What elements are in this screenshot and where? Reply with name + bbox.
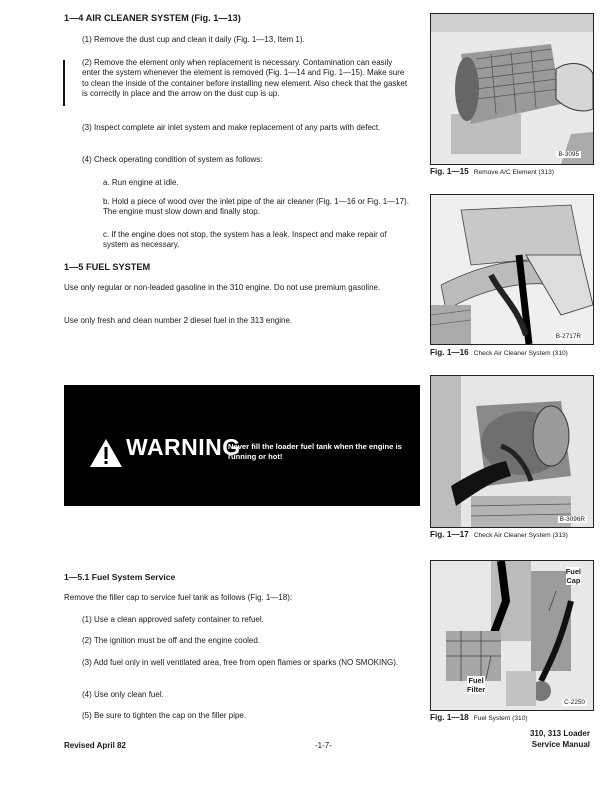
fuel-step-1: (1) Use a clean approved safety container to refuel. [82,615,264,624]
section-1-5-heading: 1—5 FUEL SYSTEM [64,262,151,272]
figure-1-18-code: C-2250 [564,699,585,706]
figure-1-15-photo [430,13,594,165]
figure-1-15-number: Fig. 1—15 [430,167,469,176]
manual-model: 310, 313 Loader [529,729,590,738]
fuel-cap-label: Fuel Cap [565,567,581,585]
step-4a: a. Run engine at idle. [103,178,179,187]
step-2-text: (2) Remove the element only when replacement is necessary. Contamination can easily enter the system whenever the element is removed (Fig. 1—14 and Fig. 1—15). Make sure to clean the inside of the container before installing new element. Also check that the gasket is correctly in place and the arrow on the dust cup is up. [82,58,408,99]
figure-1-16-code: B-2717R [555,333,581,340]
figure-1-17-caption [430,530,568,539]
manual-title [500,728,590,750]
warning-triangle-icon [86,433,126,473]
figure-1-16-title: Check Air Cleaner System (310) [473,350,568,357]
figure-1-15-caption [430,167,554,176]
manual-name: Service Manual [531,740,590,749]
section-1-4-heading: 1—4 AIR CLEANER SYSTEM (Fig. 1—13) [64,13,241,23]
fuel-step-3: (3) Add fuel only in well ventilated area, free from open flames or sparks (NO SMOKING). [82,658,399,667]
figure-1-18-photo [430,560,594,711]
step-4: (4) Check operating condition of system as follows: [82,155,263,164]
figure-1-18-caption [430,713,528,722]
warning-box [64,385,420,506]
step-2 [82,58,410,100]
warning-label: WARNING [126,434,241,460]
revision-date: Revised April 82 [64,741,126,750]
step-3: (3) Inspect complete air inlet system and make replacement of any parts with defect. [82,123,381,132]
revision-change-bar [63,60,65,106]
fuel-para-2: Use only fresh and clean number 2 diesel fuel in the 313 engine. [64,316,293,325]
figure-1-15-code: B-3095 [558,151,579,158]
figure-1-18-title: Fuel System (310) [473,715,528,722]
figure-1-16-number: Fig. 1—16 [430,348,469,357]
figure-1-17-title: Check Air Cleaner System (313) [473,532,568,539]
fuel-service-intro: Remove the filler cap to service fuel tank as follows (Fig. 1—18): [64,593,293,602]
step-4c: c. If the engine does not stop, the system has a leak. Inspect and make repair of system as necessary. [103,230,387,250]
figure-1-16-caption [430,348,568,357]
fuel-step-2: (2) The ignition must be off and the engine cooled. [82,636,261,645]
page-number: -1-7- [315,741,332,750]
figure-1-15-title: Remove A/C Element (313) [473,169,554,176]
fuel-step-5: (5) Be sure to tighten the cap on the filler pipe. [82,711,247,720]
figure-1-18-number: Fig. 1—18 [430,713,469,722]
figure-1-17-photo [430,375,594,528]
section-1-5-1-heading: 1—5.1 Fuel System Service [64,572,176,582]
figure-1-16-photo [430,194,594,345]
fuel-filter-label: Fuel Filter [467,676,486,694]
figure-1-17-number: Fig. 1—17 [430,530,469,539]
step-4b: b. Hold a piece of wood over the inlet pipe of the air cleaner (Fig. 1—16 or Fig. 1—17). The engine must slow down and finally stop. [103,197,409,217]
step-1: (1) Remove the dust cup and clean it daily (Fig. 1—13, Item 1). [82,35,305,44]
fuel-para-1: Use only regular or non-leaded gasoline in the 310 engine. Do not use premium gasoline. [64,283,381,292]
fuel-step-4: (4) Use only clean fuel. [82,690,164,699]
figure-1-17-code: B-3096R [559,516,585,523]
warning-text: Never fill the loader fuel tank when the engine is running or hot! [228,442,402,461]
